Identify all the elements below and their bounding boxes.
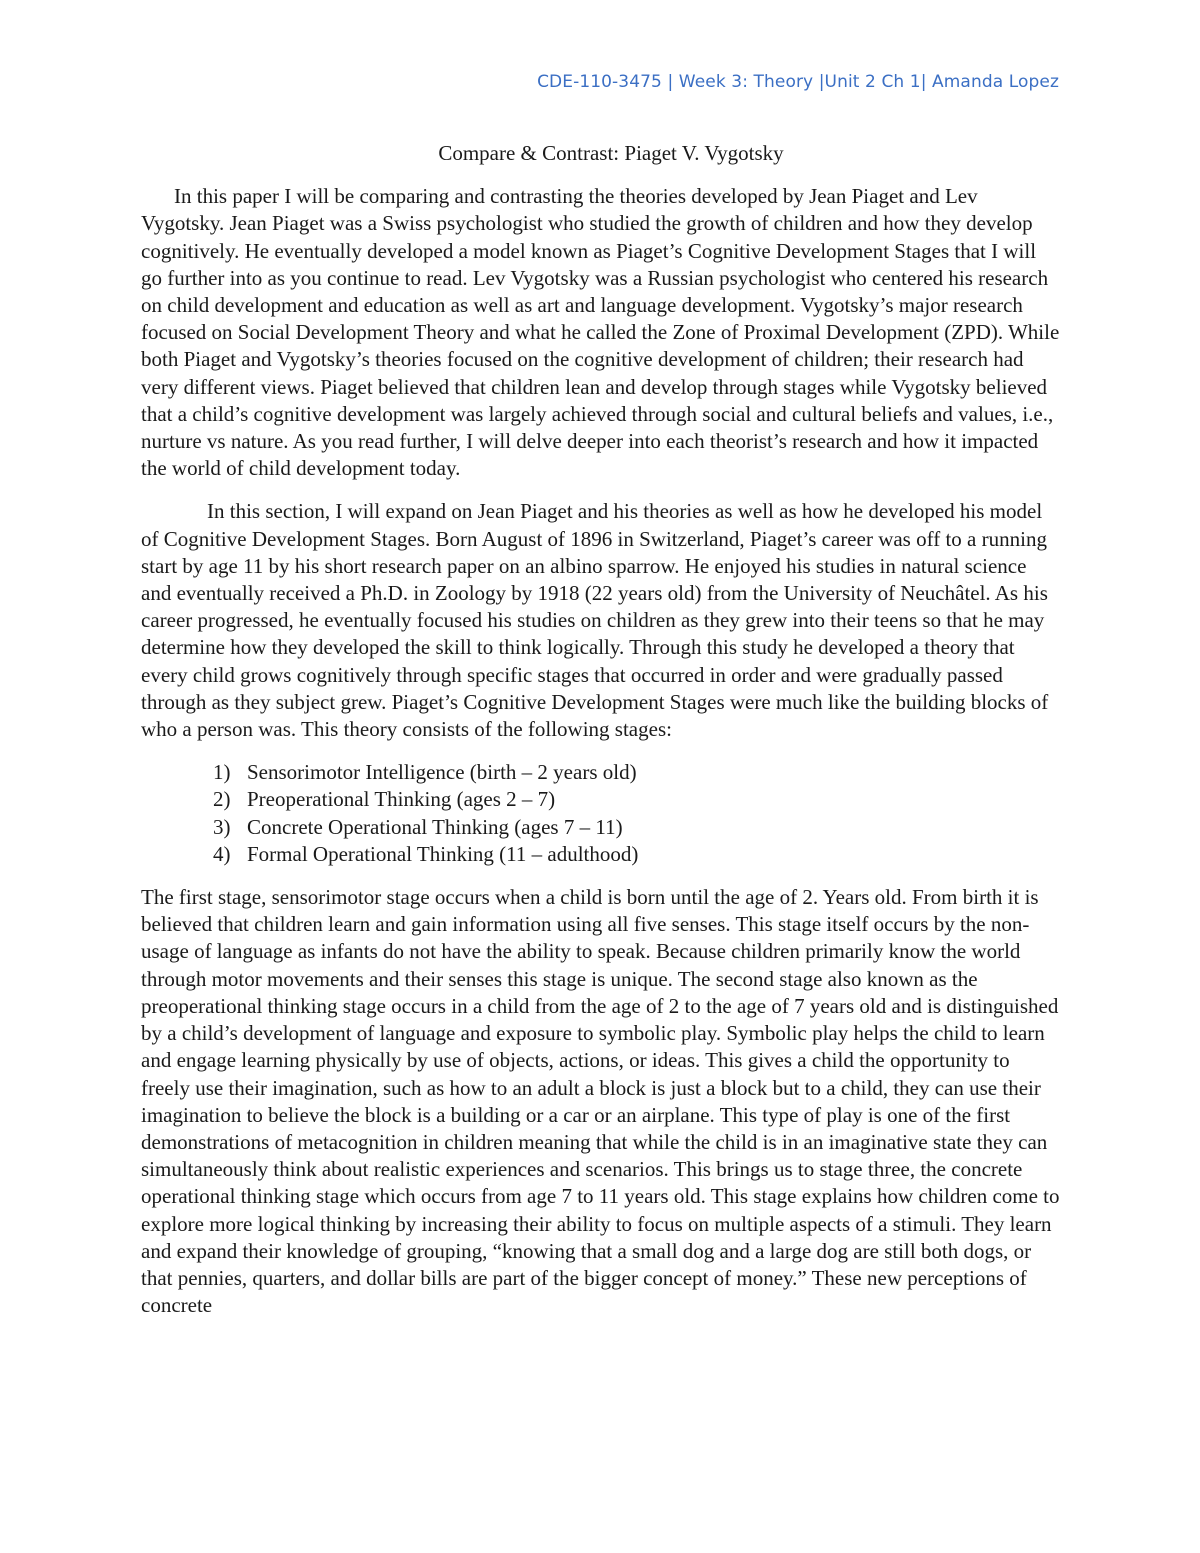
paragraph-piaget: In this section, I will expand on Jean Piaget and his theories as well as how he developed his model of Cognitive Development Stages. Born August of 1896 in Switzerland, Piaget’s career was off to a running start by age 11 by his short research paper on an albino sparrow. He enjoyed his studies in natural science and eventually received a Ph.D. in Zoology by 1918 (22 years old) from the University of Neuchâtel. As his career progressed, he eventually focused his studies on children as they grew into their teens so that he may determine how they developed the skill to think logically. Through this study he developed a theory that every child grows cognitively through specific stages that occurred in order and were gradually passed through as they subject grew. Piaget’s Cognitive Development Stages were much like the building blocks of who a person was. This theory consists of the following stages: bbox=[141, 499, 1049, 742]
list-item bbox=[213, 841, 1061, 868]
list-item-text: Concrete Operational Thinking (ages 7 – 11) bbox=[247, 814, 623, 839]
list-item-text: Sensorimotor Intelligence (birth – 2 years old) bbox=[247, 760, 637, 785]
document-body bbox=[141, 140, 1061, 1335]
running-header: CDE-110-3475 | Week 3: Theory |Unit 2 Ch 1| Amanda Lopez bbox=[537, 72, 1059, 92]
list-item-text: Preoperational Thinking (ages 2 – 7) bbox=[247, 787, 556, 812]
list-item-number: 1) bbox=[213, 760, 231, 785]
list-item bbox=[213, 759, 1061, 786]
paragraph-introduction: In this paper I will be comparing and contrasting the theories developed by Jean Piaget and Lev Vygotsky. Jean Piaget was a Swiss psychologist who studied the growth of children and how they develop cognitively. He eventually developed a model known as Piaget’s Cognitive Development Stages that I will go further into as you continue to read. Lev Vygotsky was a Russian psychologist who centered his research on child development and education as well as art and language development. Vygotsky’s major research focused on Social Development Theory and what he called the Zone of Proximal Development (ZPD). While both Piaget and Vygotsky’s theories focused on the cognitive development of children; their research had very different views. Piaget believed that children lean and develop through stages while Vygotsky believed that a child’s cognitive development was largely achieved through social and cultural beliefs and values, i.e., nurture vs nature. As you read further, I will delve deeper into each theorist’s research and how it impacted the world of child development today. bbox=[141, 184, 1060, 481]
list-item-number: 4) bbox=[213, 841, 231, 866]
list-item-text: Formal Operational Thinking (11 – adulthood) bbox=[247, 841, 639, 866]
paragraph-stages-explained: The first stage, sensorimotor stage occurs when a child is born until the age of 2. Years old. From birth it is believed that children learn and gain information using all five senses. This stage itself occurs by the non-usage of language as infants do not have the ability to speak. Because children primarily know the world through motor movements and their senses this stage is unique. The second stage also known as the preoperational thinking stage occurs in a child from the age of 2 to the age of 7 years old and is distinguished by a child’s development of language and exposure to symbolic play. Symbolic play helps the child to learn and engage learning physically by use of objects, actions, or ideas. This gives a child the opportunity to freely use their imagination, such as how to an adult a block is just a block but to a child, they can use their imagination to believe the block is a building or a car or an airplane. This type of play is one of the first demonstrations of metacognition in children meaning that while the child is in an imaginative state they can simultaneously think about realistic experiences and scenarios. This brings us to stage three, the concrete operational thinking stage which occurs from age 7 to 11 years old. This stage explains how children come to explore more logical thinking by increasing their ability to focus on multiple aspects of a stimuli. They learn and expand their knowledge of grouping, “knowing that a small dog and a large dog are still both dogs, or that pennies, quarters, and dollar bills are part of the bigger concept of money.” These new perceptions of concrete bbox=[141, 885, 1060, 1318]
list-item bbox=[213, 786, 1061, 813]
list-item bbox=[213, 814, 1061, 841]
list-item-number: 3) bbox=[213, 814, 231, 839]
document-title: Compare & Contrast: Piaget V. Vygotsky bbox=[438, 141, 784, 165]
stages-list bbox=[141, 759, 1061, 868]
list-item-number: 2) bbox=[213, 787, 231, 812]
